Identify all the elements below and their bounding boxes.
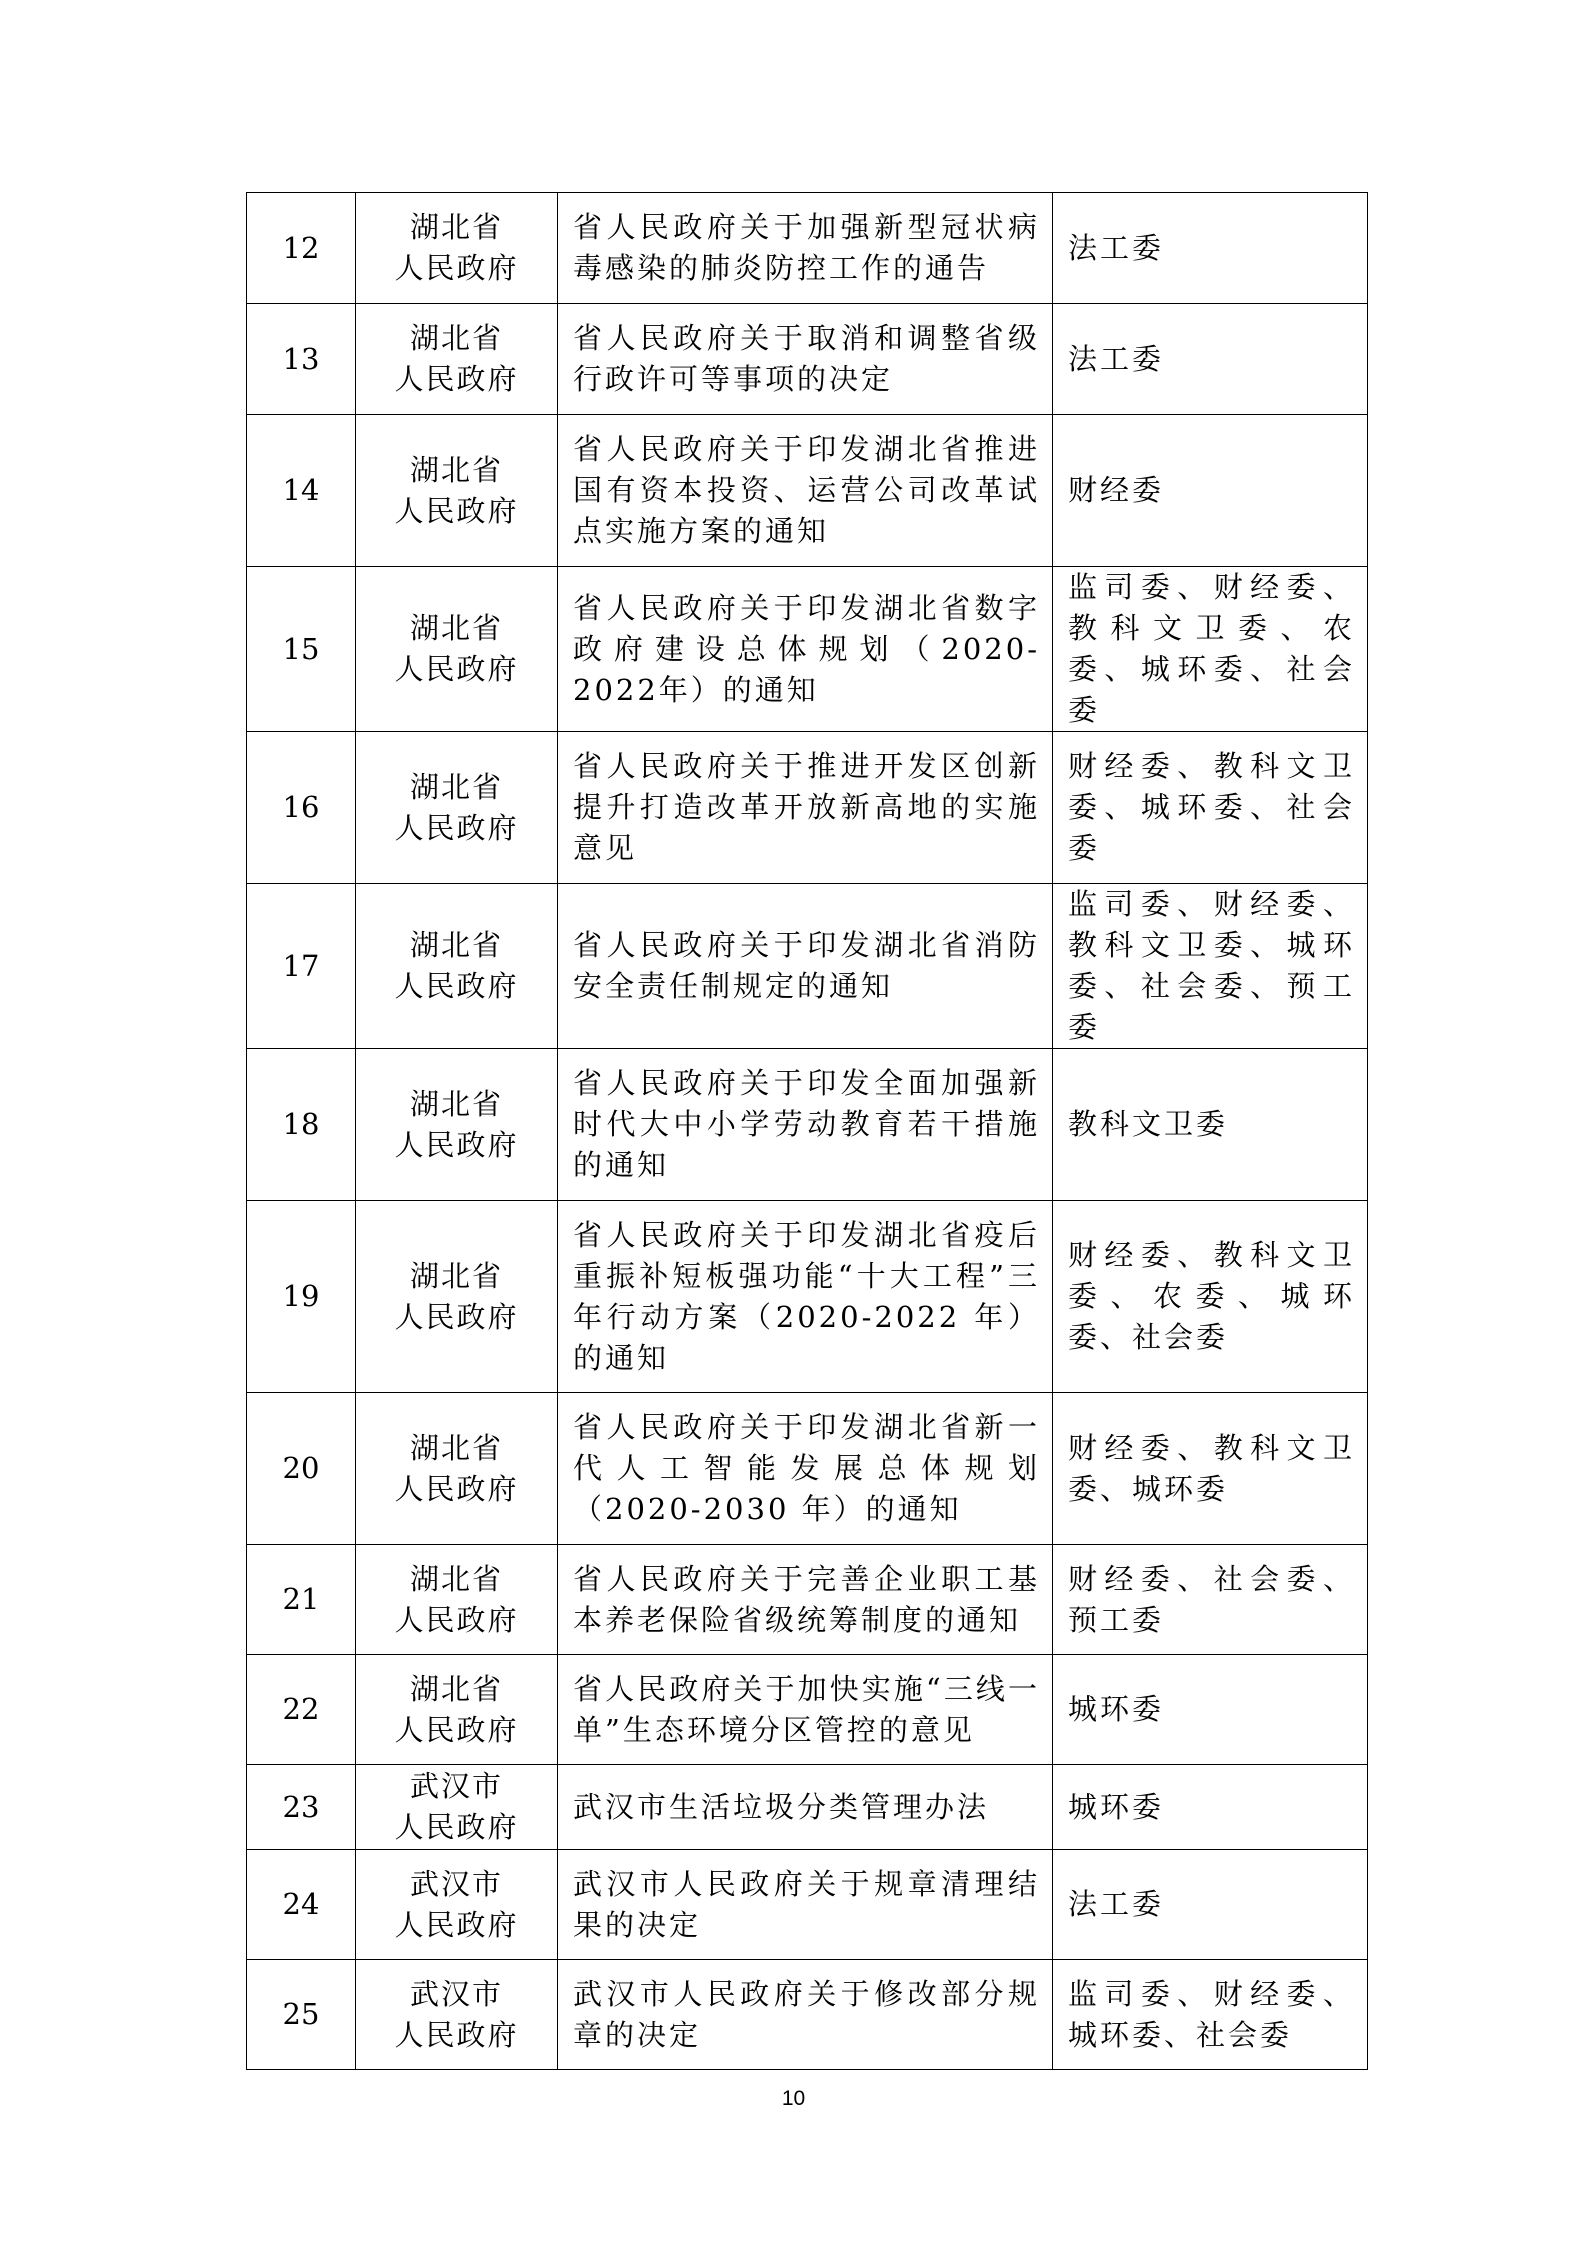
document-title: 省人民政府关于印发湖北省消防安全责任制规定的通知 bbox=[558, 884, 1053, 1049]
authority-line2: 人民政府 bbox=[394, 1471, 519, 1506]
row-number: 23 bbox=[247, 1765, 356, 1850]
issuing-authority bbox=[356, 1201, 558, 1393]
authority-line2: 人民政府 bbox=[394, 1712, 519, 1747]
table-row bbox=[247, 1850, 1368, 1960]
document-title: 省人民政府关于加快实施“三线一单”生态环境分区管控的意见 bbox=[558, 1655, 1053, 1765]
reviewing-committee: 监司委、财经委、城环委、社会委 bbox=[1053, 1960, 1368, 2070]
authority-line1: 武汉市 bbox=[409, 1976, 503, 2011]
row-number: 21 bbox=[247, 1545, 356, 1655]
table-row bbox=[247, 732, 1368, 884]
authority-line2: 人民政府 bbox=[394, 493, 519, 528]
authority-line2: 人民政府 bbox=[394, 1907, 519, 1942]
table-row bbox=[247, 1201, 1368, 1393]
issuing-authority bbox=[356, 1765, 558, 1850]
document-title: 省人民政府关于完善企业职工基本养老保险省级统筹制度的通知 bbox=[558, 1545, 1053, 1655]
page-number: 10 bbox=[781, 2087, 806, 2110]
authority-line1: 湖北省 bbox=[409, 1671, 503, 1706]
reviewing-committee: 财经委、社会委、预工委 bbox=[1053, 1545, 1368, 1655]
table-row bbox=[247, 1960, 1368, 2070]
reviewing-committee: 财经委、教科文卫委、城环委 bbox=[1053, 1393, 1368, 1545]
reviewing-committee: 法工委 bbox=[1053, 193, 1368, 304]
issuing-authority bbox=[356, 415, 558, 567]
authority-line1: 湖北省 bbox=[409, 452, 503, 487]
reviewing-committee: 法工委 bbox=[1053, 1850, 1368, 1960]
issuing-authority bbox=[356, 1655, 558, 1765]
row-number: 12 bbox=[247, 193, 356, 304]
reviewing-committee: 城环委 bbox=[1053, 1655, 1368, 1765]
table-row bbox=[247, 884, 1368, 1049]
row-number: 19 bbox=[247, 1201, 356, 1393]
table-row bbox=[247, 415, 1368, 567]
reviewing-committee: 监司委、财经委、教科文卫委、农委、城环委、社会委 bbox=[1053, 567, 1368, 732]
reviewing-committee: 教科文卫委 bbox=[1053, 1049, 1368, 1201]
authority-line1: 湖北省 bbox=[409, 1561, 503, 1596]
document-title: 省人民政府关于加强新型冠状病毒感染的肺炎防控工作的通告 bbox=[558, 193, 1053, 304]
authority-line1: 湖北省 bbox=[409, 210, 503, 244]
reviewing-committee: 法工委 bbox=[1053, 304, 1368, 415]
authority-line2: 人民政府 bbox=[394, 1299, 519, 1334]
table-row bbox=[247, 1545, 1368, 1655]
authority-line1: 湖北省 bbox=[409, 1086, 503, 1121]
row-number: 16 bbox=[247, 732, 356, 884]
authority-line1: 湖北省 bbox=[409, 928, 503, 962]
issuing-authority bbox=[356, 1049, 558, 1201]
document-title: 省人民政府关于推进开发区创新提升打造改革开放新高地的实施意见 bbox=[558, 732, 1053, 884]
issuing-authority bbox=[356, 884, 558, 1049]
table-row bbox=[247, 1765, 1368, 1850]
document-title: 省人民政府关于取消和调整省级行政许可等事项的决定 bbox=[558, 304, 1053, 415]
document-title: 省人民政府关于印发湖北省新一代人工智能发展总体规划（2020-2030 年）的通知 bbox=[558, 1393, 1053, 1545]
issuing-authority bbox=[356, 1393, 558, 1545]
row-number: 13 bbox=[247, 304, 356, 415]
document-title: 省人民政府关于印发湖北省疫后重振补短板强功能“十大工程”三年行动方案（2020-2022 年）的通知 bbox=[558, 1201, 1053, 1393]
table-row bbox=[247, 1049, 1368, 1201]
authority-line1: 湖北省 bbox=[409, 1430, 503, 1465]
authority-line2: 人民政府 bbox=[394, 810, 519, 845]
reviewing-committee: 财经委、教科文卫委、城环委、社会委 bbox=[1053, 732, 1368, 884]
authority-line1: 武汉市 bbox=[409, 1769, 503, 1803]
issuing-authority bbox=[356, 732, 558, 884]
authority-line1: 湖北省 bbox=[409, 1258, 503, 1293]
authority-line2: 人民政府 bbox=[394, 1602, 519, 1637]
row-number: 18 bbox=[247, 1049, 356, 1201]
authority-line2: 人民政府 bbox=[394, 251, 519, 285]
authority-line2: 人民政府 bbox=[394, 1127, 519, 1162]
table-row bbox=[247, 193, 1368, 304]
authority-line2: 人民政府 bbox=[394, 652, 519, 686]
document-title: 省人民政府关于印发全面加强新时代大中小学劳动教育若干措施的通知 bbox=[558, 1049, 1053, 1201]
row-number: 20 bbox=[247, 1393, 356, 1545]
row-number: 15 bbox=[247, 567, 356, 732]
row-number: 24 bbox=[247, 1850, 356, 1960]
issuing-authority bbox=[356, 1850, 558, 1960]
row-number: 17 bbox=[247, 884, 356, 1049]
authority-line2: 人民政府 bbox=[394, 969, 519, 1003]
row-number: 14 bbox=[247, 415, 356, 567]
issuing-authority bbox=[356, 1960, 558, 2070]
authority-line1: 湖北省 bbox=[409, 769, 503, 804]
document-title: 省人民政府关于印发湖北省推进国有资本投资、运营公司改革试点实施方案的通知 bbox=[558, 415, 1053, 567]
issuing-authority bbox=[356, 193, 558, 304]
authority-line2: 人民政府 bbox=[394, 362, 519, 396]
issuing-authority bbox=[356, 1545, 558, 1655]
issuing-authority bbox=[356, 304, 558, 415]
authority-line1: 武汉市 bbox=[409, 1866, 503, 1901]
regulations-table bbox=[246, 192, 1368, 2070]
authority-line1: 湖北省 bbox=[409, 321, 503, 355]
reviewing-committee: 城环委 bbox=[1053, 1765, 1368, 1850]
reviewing-committee: 财经委、教科文卫委、农委、城环委、社会委 bbox=[1053, 1201, 1368, 1393]
table-row bbox=[247, 304, 1368, 415]
reviewing-committee: 监司委、财经委、教科文卫委、城环委、社会委、预工委 bbox=[1053, 884, 1368, 1049]
document-title: 省人民政府关于印发湖北省数字政府建设总体规划（2020-2022年）的通知 bbox=[558, 567, 1053, 732]
authority-line1: 湖北省 bbox=[409, 611, 503, 645]
authority-line2: 人民政府 bbox=[394, 1810, 519, 1844]
table-row bbox=[247, 1655, 1368, 1765]
issuing-authority bbox=[356, 567, 558, 732]
document-title: 武汉市生活垃圾分类管理办法 bbox=[558, 1765, 1053, 1850]
table-row bbox=[247, 567, 1368, 732]
row-number: 22 bbox=[247, 1655, 356, 1765]
document-title: 武汉市人民政府关于规章清理结果的决定 bbox=[558, 1850, 1053, 1960]
authority-line2: 人民政府 bbox=[394, 2017, 519, 2052]
table-row bbox=[247, 1393, 1368, 1545]
row-number: 25 bbox=[247, 1960, 356, 2070]
reviewing-committee: 财经委 bbox=[1053, 415, 1368, 567]
document-title: 武汉市人民政府关于修改部分规章的决定 bbox=[558, 1960, 1053, 2070]
